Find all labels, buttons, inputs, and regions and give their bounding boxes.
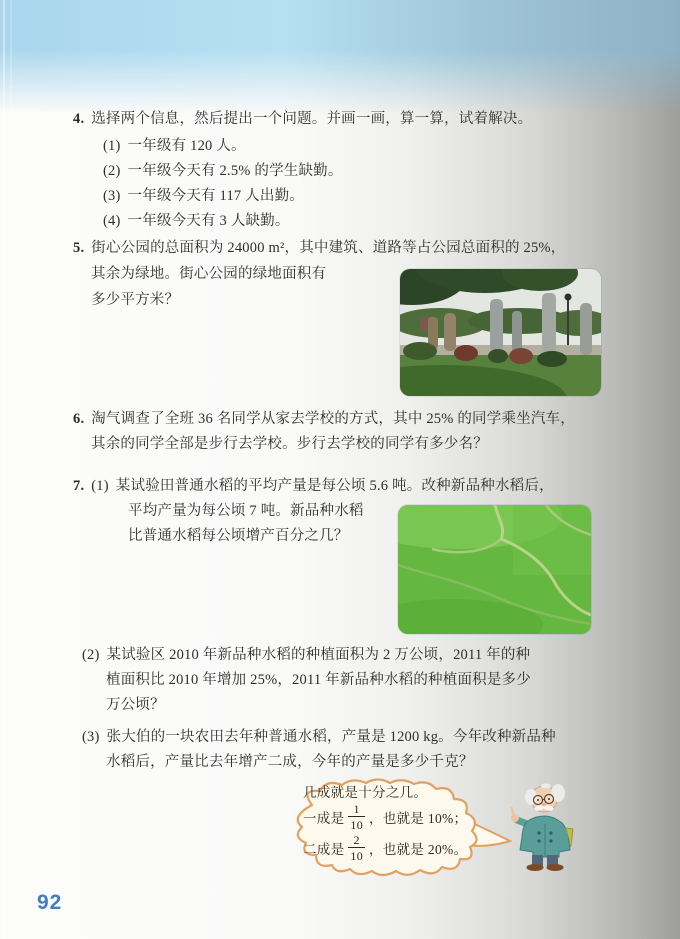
problem7-part1-line2: 平均产量为每公顷 7 吨。新品种水稻 [128, 503, 364, 519]
item-marker: (2) [103, 163, 121, 179]
bubble-line1: 几成就是十分之几。 [303, 785, 428, 800]
problem4-item-1 [103, 138, 246, 155]
bubble-line3-pre: 二成是 [303, 841, 345, 857]
scan-artifact-line [3, 0, 5, 939]
speech-bubble-text [303, 781, 467, 863]
park-photo [400, 269, 601, 396]
part-marker: (3) [82, 729, 100, 745]
item-text: 一年级今天有 3 人缺勤。 [127, 213, 290, 229]
problem7-part3-line1 [82, 729, 556, 746]
part1-text: 某试验田普通水稻的平均产量是每公顷 5.6 吨。改种新品种水稻后， [115, 478, 554, 494]
fraction-denominator: 10 [350, 817, 364, 832]
problem7-part1-line1 [73, 478, 554, 495]
problem7-part2-line1 [82, 647, 530, 664]
problem4-title [73, 111, 532, 128]
problem5-line1 [73, 240, 565, 257]
problem6-line2: 其余的同学全部是步行去学校。步行去学校的同学有多少名？ [91, 436, 488, 452]
part-marker: (2) [82, 647, 100, 663]
item-marker: (4) [103, 213, 121, 229]
problem5-line3: 多少平方米？ [91, 292, 180, 308]
fraction-numerator: 2 [353, 832, 360, 847]
bubble-line2-pre: 一成是 [303, 810, 345, 826]
page-top-blue-band [0, 0, 680, 118]
part-marker: (1) [91, 478, 109, 494]
problem6-line1 [73, 411, 575, 428]
item-marker: (1) [103, 138, 121, 154]
problem7-part3-line2: 水稻后，产量比去年增产二成，今年的产量是多少千克？ [106, 754, 474, 770]
rice-field-photo-image [398, 505, 591, 634]
item-text: 一年级有 120 人。 [127, 138, 246, 154]
item-text: 一年级今天有 117 人出勤。 [127, 188, 304, 204]
problem7-part2-line3: 万公顷？ [106, 697, 165, 713]
problem6-text: 淘气调查了全班 36 名同学从家去学校的方式，其中 25% 的同学乘坐汽车， [91, 411, 575, 427]
page-number: 92 [37, 891, 63, 914]
problem5-number: 5. [73, 240, 85, 256]
part2-text: 某试验区 2010 年新品种水稻的种植面积为 2 万公顷，2011 年的种 [106, 647, 531, 663]
part3-text: 张大伯的一块农田去年种普通水稻，产量是 1200 kg。今年改种新品种 [106, 729, 556, 745]
fraction-two-tenths [348, 834, 365, 862]
problem7-number: 7. [73, 478, 85, 494]
item-marker: (3) [103, 188, 121, 204]
problem4-item-3 [103, 188, 304, 205]
fraction-denominator: 10 [350, 848, 364, 863]
problem5-line2: 其余为绿地。街心公园的绿地面积有 [91, 266, 327, 282]
fraction-one-tenth [348, 803, 365, 831]
park-photo-image [400, 269, 601, 396]
bubble-line3-post: ，也就是 20%。 [369, 841, 468, 857]
problem4-number: 4. [73, 111, 85, 127]
bubble-line3 [303, 832, 467, 863]
bubble-line2 [303, 801, 467, 832]
item-text: 一年级今天有 2.5% 的学生缺勤。 [127, 163, 343, 179]
problem4-title-text: 选择两个信息，然后提出一个问题。并画一画，算一算，试着解决。 [91, 111, 533, 127]
problem4-item-4 [103, 213, 290, 230]
problem6-number: 6. [73, 411, 85, 427]
rice-field-photo [398, 505, 591, 634]
problem7-part1-line3: 比普通水稻每公顷增产百分之几？ [128, 528, 349, 544]
problem7-part2-line2: 植面积比 2010 年增加 25%，2011 年新品种水稻的种植面积是多少 [106, 672, 531, 688]
problem5-text: 街心公园的总面积为 24000 m²，其中建筑、道路等占公园总面积的 25%， [91, 240, 566, 256]
professor-character-illustration [506, 779, 586, 871]
fraction-numerator: 1 [353, 801, 360, 816]
bubble-line2-post: ，也就是 10%； [369, 810, 468, 826]
problem4-item-2 [103, 163, 343, 180]
scan-artifact-line [10, 0, 12, 939]
